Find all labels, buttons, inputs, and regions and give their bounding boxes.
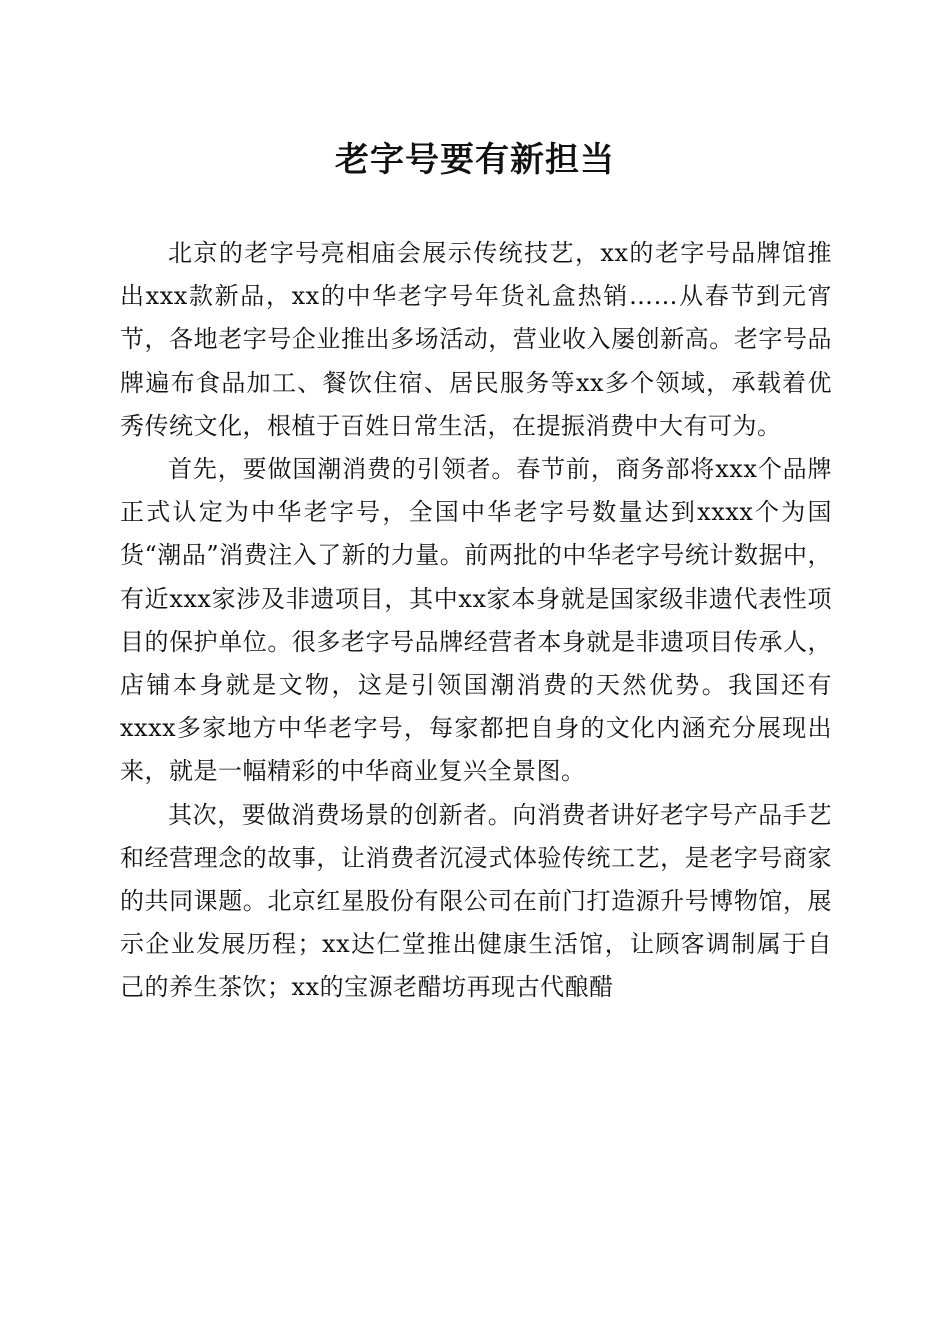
paragraph-second: 其次，要做消费场景的创新者。向消费者讲好老字号产品手艺和经营理念的故事，让消费者沉浸式体验传统工艺，是老字号商家的共同课题。北京红星股份有限公司在前门打造源升号博物馆，展示企业发展历程；xx达仁堂推出健康生活馆，让顾客调制属于自己的养生茶饮；xx的宝源老醋坊再现古代酿醋 (120, 800, 832, 1002)
document-title: 老字号要有新担当 (335, 140, 615, 180)
paragraph-intro: 北京的老字号亮相庙会展示传统技艺，xx的老字号品牌馆推出xxx款新品，xx的中华老字号年货礼盒热销……从春节到元宵节，各地老字号企业推出多场活动，营业收入屡创新高。老字号品牌遍布食品加工、餐饮住宿、居民服务等xx多个领域，承载着优秀传统文化，根植于百姓日常生活，在提振消费中大有可为。 (120, 239, 832, 440)
paragraph-first: 首先，要做国潮消费的引领者。春节前，商务部将xxx个品牌正式认定为中华老字号，全国中华老字号数量达到xxxx个为国货“潮品”消费注入了新的力量。前两批的中华老字号统计数据中，有近xxx家涉及非遗项目，其中xx家本身就是国家级非遗代表性项目的保护单位。很多老字号品牌经营者本身就是非遗项目传承人，店铺本身就是文物，这是引领国潮消费的天然优势。我国还有xxxx多家地方中华老字号，每家都把自身的文化内涵充分展现出来，就是一幅精彩的中华商业复兴全景图。 (120, 455, 832, 786)
document-body (120, 232, 832, 1010)
